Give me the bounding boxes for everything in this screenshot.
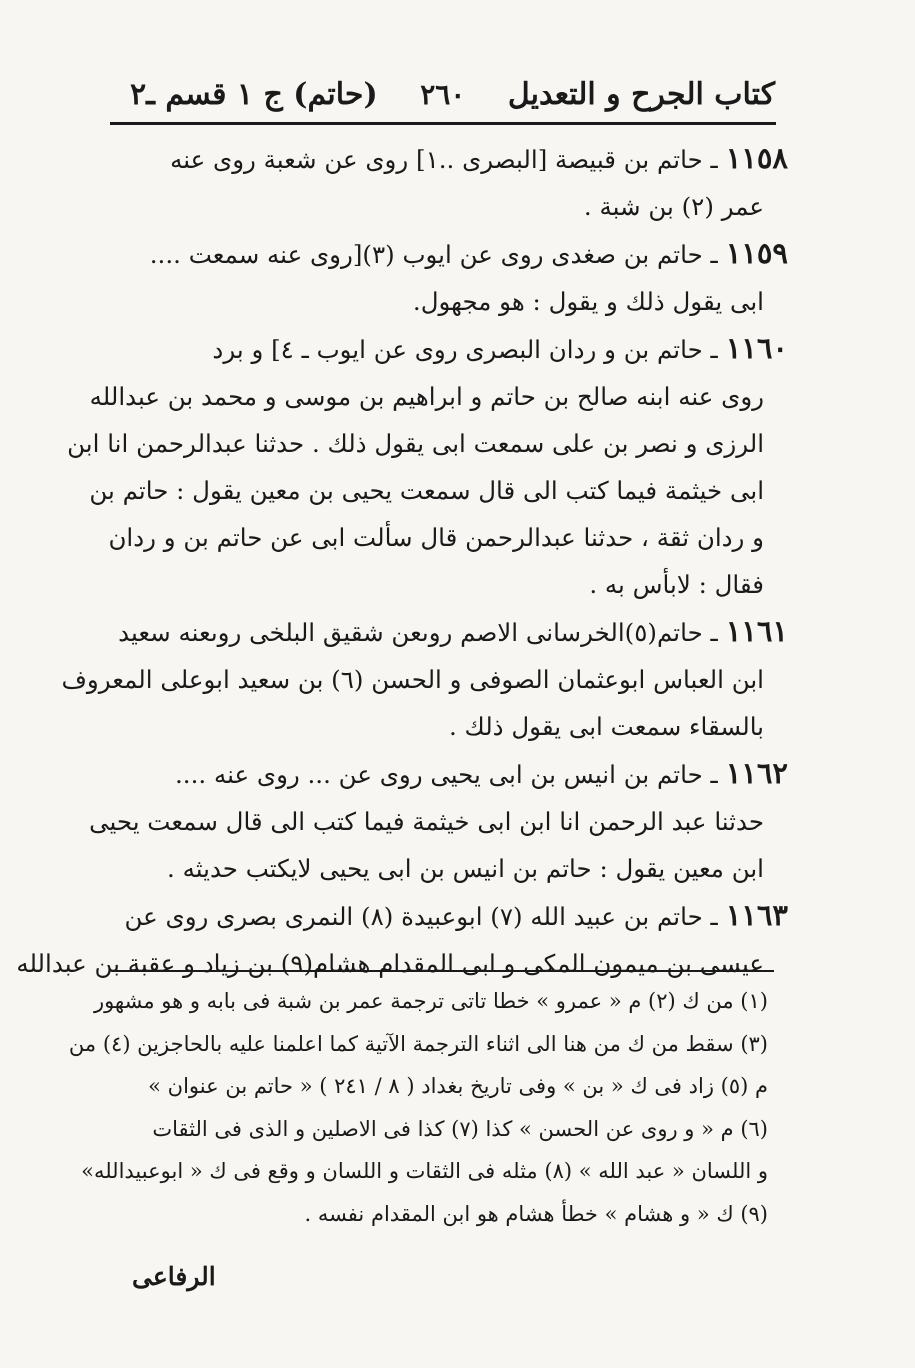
entry-line: ـ حاتم بن و ردان البصرى روى عن ايوب ـ ٤] و برد <box>212 335 718 364</box>
footnote: (٩) ك « و هشام » خطأ هشام هو ابن المقدام نفسه . <box>304 1201 768 1226</box>
entry-1161 <box>61 608 788 750</box>
entry-1160 <box>67 325 788 608</box>
entry-number: ١١٦٢ <box>725 756 788 790</box>
entry-number: ١١٦٠ <box>725 331 788 365</box>
running-header <box>130 68 775 120</box>
footnotes <box>68 980 768 1235</box>
entry-line: عيسى بن ميمون المكى و ابى المقدام هشام(٩) بن زياد و عقبة بن عبدالله <box>16 949 764 978</box>
entry-line: فقال : لابأس به . <box>589 570 764 599</box>
entry-line: الرزى و نصر بن على سمعت ابى يقول ذلك . حدثنا عبدالرحمن انا ابن <box>67 429 764 458</box>
entry-1158 <box>118 135 788 230</box>
entry-line: ابن العباس ابوعثمان الصوفى و الحسن (٦) بن سعيد ابوعلى المعروف <box>61 665 764 694</box>
footnote: (١) من ك (٢) م « عمرو » خطا تاتى ترجمة عمر بن شبة فى بابه و هو مشهور <box>93 989 768 1013</box>
entry-1159 <box>118 230 788 325</box>
entry-number: ١١٦٣ <box>725 898 788 932</box>
header-rule <box>110 122 776 125</box>
entry-line: ـ حاتم بن عبيد الله (٧) ابوعبيدة (٨) النمرى بصرى روى عن <box>124 902 718 931</box>
entry-line: عمر (٢) بن شبة . <box>583 192 764 221</box>
entry-line: ابى يقول ذلك و يقول : هو مجهول. <box>412 287 764 316</box>
footnote-rule <box>114 970 774 972</box>
signature: الرفاعى <box>132 1262 216 1291</box>
entry-line: ابن معين يقول : حاتم بن انيس بن ابى يحيى لايكتب حديثه . <box>167 854 764 883</box>
entry-line: حدثنا عبد الرحمن انا ابن ابى خيثمة فيما كتب الى قال سمعت يحيى <box>89 807 764 836</box>
entries-body <box>16 135 788 987</box>
entry-line: بالسقاء سمعت ابى يقول ذلك . <box>448 712 764 741</box>
entry-line: ابى خيثمة فيما كتب الى قال سمعت يحيى بن معين يقول : حاتم بن <box>89 476 764 505</box>
entry-number: ١١٥٩ <box>725 236 788 270</box>
book-title: كتاب الجرح و التعديل <box>507 76 775 112</box>
entry-line: و ردان ثقة ، حدثنا عبدالرحمن قال سألت ابى عن حاتم بن و ردان <box>108 523 764 552</box>
footnote: و اللسان « عبد الله » (٨) مثله فى الثقات و اللسان و وقع فى ك « ابوعبيدالله» <box>81 1159 768 1183</box>
entry-1162 <box>89 750 788 892</box>
entry-number: ١١٦١ <box>725 614 788 648</box>
entry-1163 <box>16 892 788 987</box>
entry-line: ـ حاتم(٥)الخرسانى الاصم روىعن شقيق البلخى روىعنه سعيد <box>118 618 718 647</box>
entry-line: ـ حاتم بن انيس بن ابى يحيى روى عن ... روى عنه .... <box>175 760 718 789</box>
section-label: (حاتم) ج ١ قسم ـ٢ <box>130 76 378 112</box>
footnote: م (٥) زاد فى ك « بن » وفى تاريخ بغداد ( ٨ / ٢٤١ ) « حاتم بن عنوان » <box>148 1074 768 1098</box>
footnote: (٣) سقط من ك من هنا الى اثناء الترجمة الآتية كما اعلمنا عليه بالحاجزين (٤) من <box>68 1031 768 1056</box>
entry-line: روى عنه ابنه صالح بن حاتم و ابراهيم بن موسى و محمد بن عبدالله <box>89 382 764 411</box>
entry-line: ـ حاتم بن قبيصة [البصرى ..١] روى عن شعبة روى عنه <box>170 145 718 174</box>
page-number: ٢٦٠ <box>420 77 466 111</box>
entry-number: ١١٥٨ <box>725 141 788 175</box>
entry-line: ـ حاتم بن صغدى روى عن ايوب (٣)[روى عنه سمعت .... <box>149 240 718 269</box>
footnote: (٦) م « و روى عن الحسن » كذا (٧) كذا فى الاصلين و الذى فى الثقات <box>152 1116 768 1141</box>
